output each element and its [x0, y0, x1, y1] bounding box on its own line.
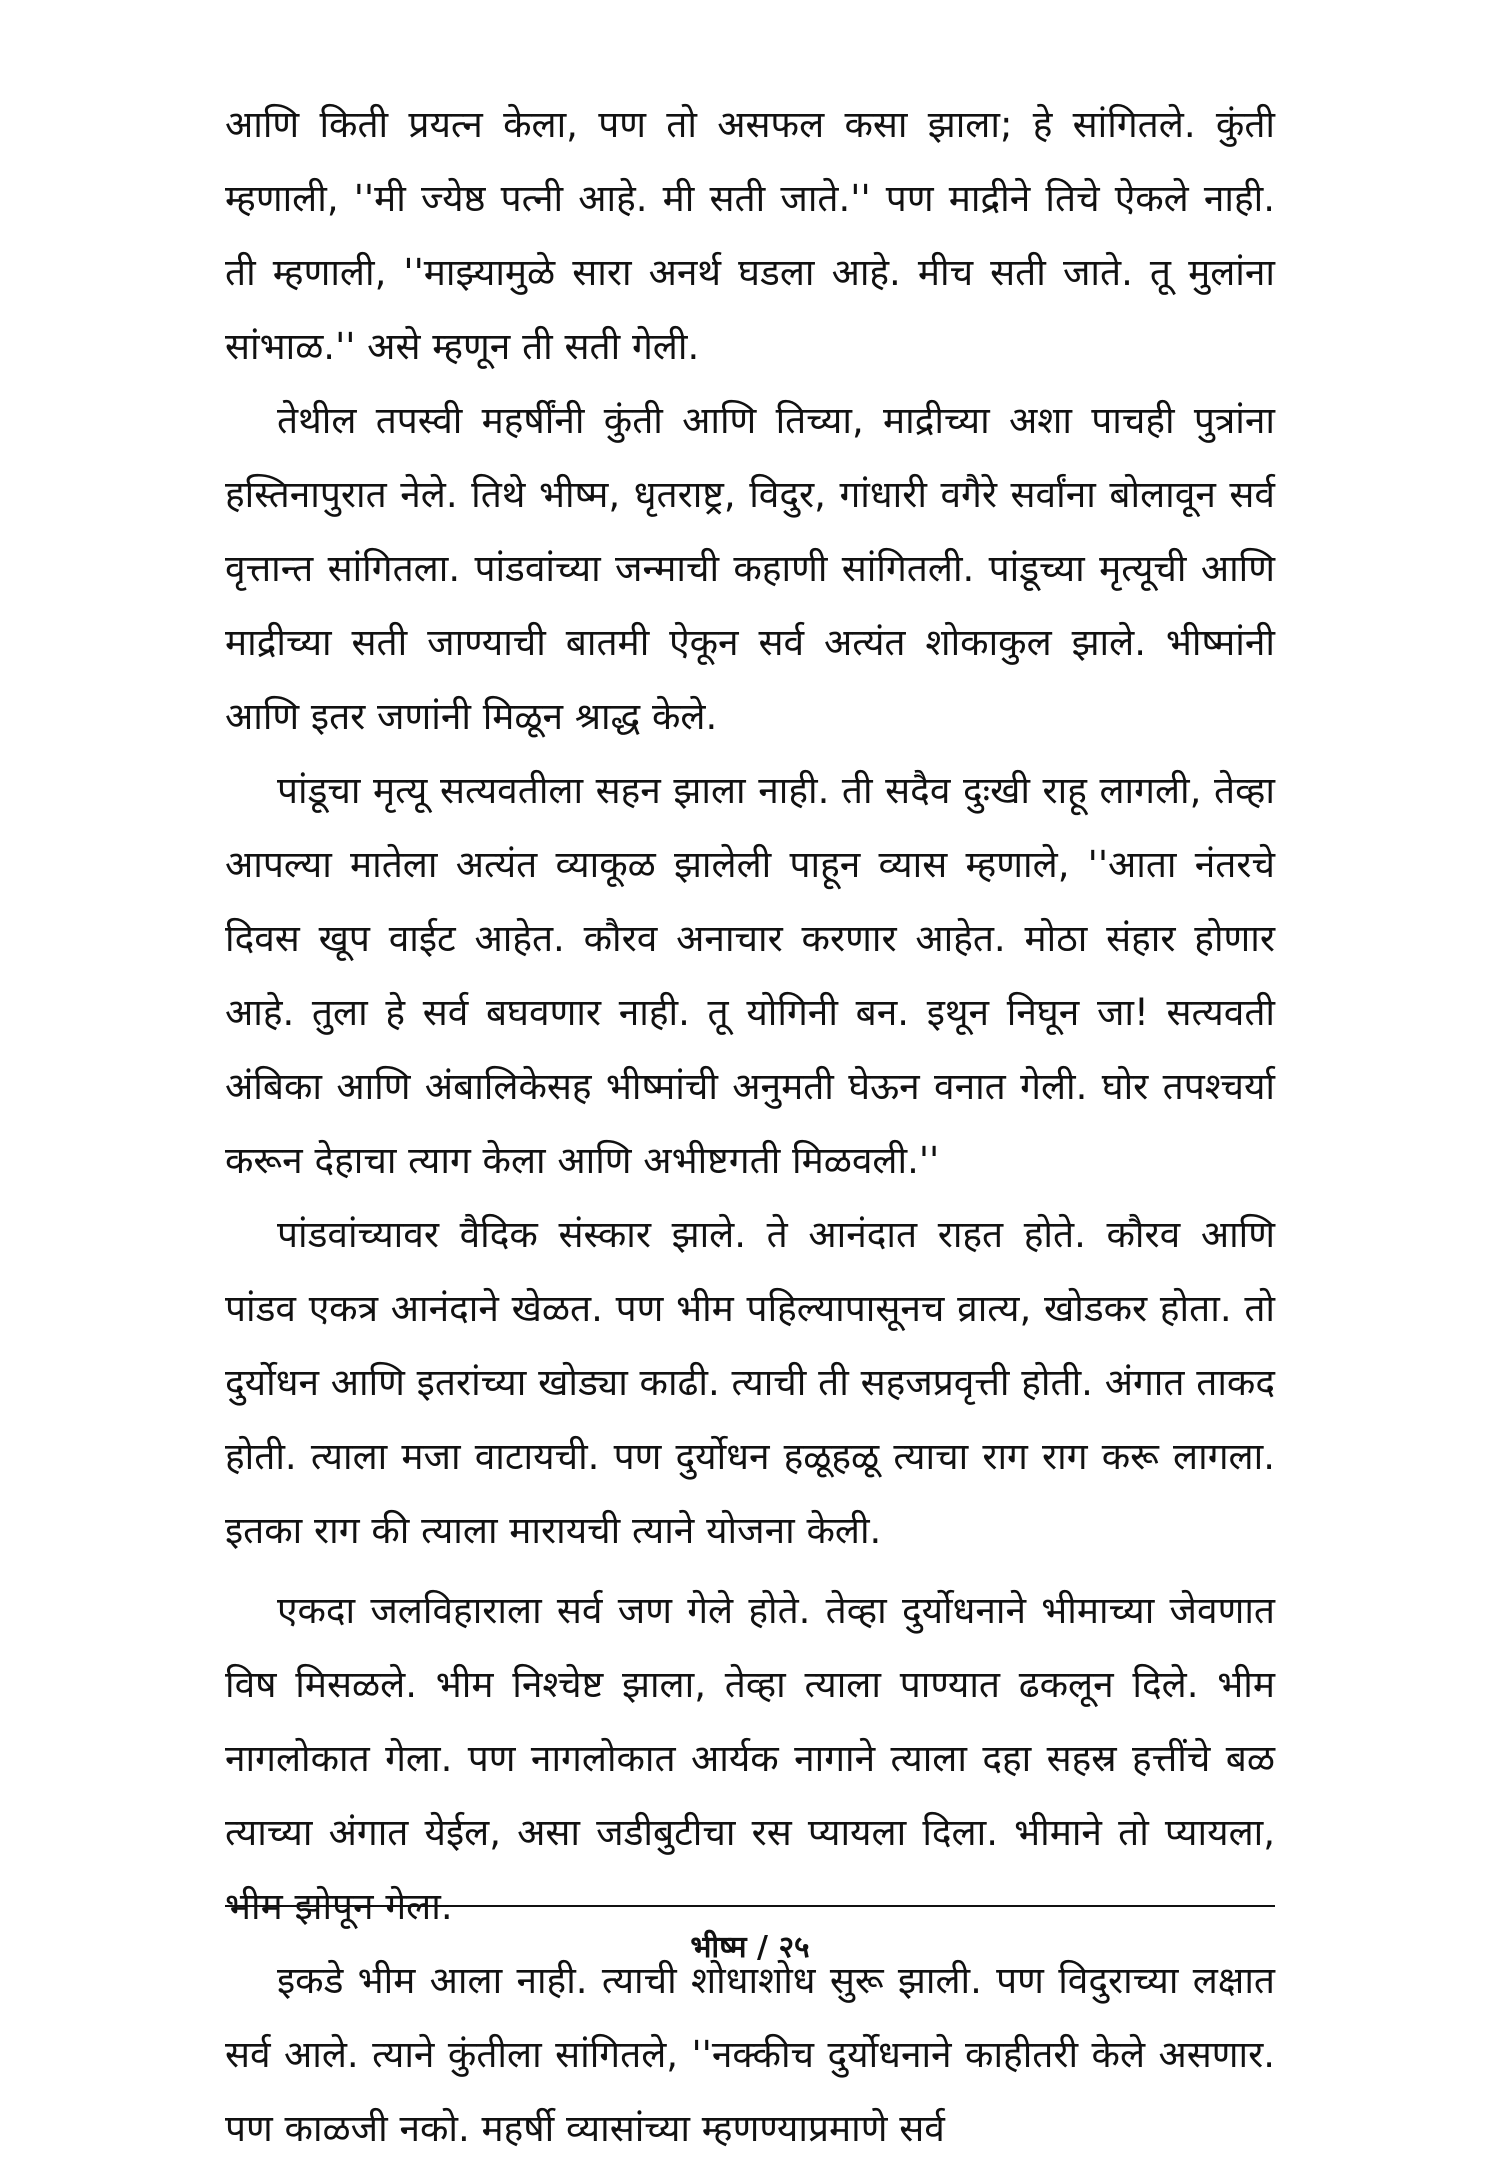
paragraph-2: तेथील तपस्वी महर्षींनी कुंती आणि तिच्या, माद्रीच्या अशा पाचही पुत्रांना हस्तिनापुरात नेले. तिथे भीष्म, धृतराष्ट्र, विदुर, गांधारी वगैरे सर्वांना बोलावून सर्व वृत्तान्त सांगितला. पांडवांच्या जन्माची कहाणी सांगितली. पांडूच्या मृत्यूची आणि माद्रीच्या सती जाण्याची बातमी ऐकून सर्व अत्यंत शोकाकुल झाले. भीष्मांनी आणि इतर जणांनी मिळून श्राद्ध केले.	[225, 399, 1275, 738]
paragraph-3: पांडूचा मृत्यू सत्यवतीला सहन झाला नाही. ती सदैव दुःखी राहू लागली, तेव्हा आपल्या मातेला अत्यंत व्याकूळ झालेली पाहून व्यास म्हणाले, ''आता नंतरचे दिवस खूप वाईट आहेत. कौरव अनाचार करणार आहेत. मोठा संहार होणार आहे. तुला हे सर्व बघवणार नाही. तू योगिनी बन. इथून निघून जा! सत्यवती अंबिका आणि अंबालिकेसह भीष्मांची अनुमती घेऊन वनात गेली. घोर तपश्चर्या करून देहाचा त्याग केला आणि अभीष्टगती मिळवली.''	[225, 769, 1275, 1182]
paragraph-1: आणि किती प्रयत्न केला, पण तो असफल कसा झाला; हे सांगितले. कुंती म्हणाली, ''मी ज्येष्ठ पत्नी आहे. मी सती जाते.'' पण माद्रीने तिचे ऐकले नाही. ती म्हणाली, ''माझ्यामुळे सारा अनर्थ घडला आहे. मीच सती जाते. तू मुलांना सांभाळ.'' असे म्हणून ती सती गेली.	[225, 103, 1275, 368]
page-footer: भीष्म / २५	[690, 1930, 810, 1965]
footer-divider	[225, 1905, 1275, 1907]
page-body	[225, 88, 1275, 2166]
paragraph-4: पांडवांच्यावर वैदिक संस्कार झाले. ते आनंदात राहत होते. कौरव आणि पांडव एकत्र आनंदाने खेळत. पण भीम पहिल्यापासूनच व्रात्य, खोडकर होता. तो दुर्योधन आणि इतरांच्या खोड्या काढी. त्याची ती सहजप्रवृत्ती होती. अंगात ताकद होती. त्याला मजा वाटायची. पण दुर्योधन हळूहळू त्याचा राग राग करू लागला. इतका राग की त्याला मारायची त्याने योजना केली.	[225, 1213, 1275, 1552]
paragraph-6: इकडे भीम आला नाही. त्याची शोधाशोध सुरू झाली. पण विदुराच्या लक्षात सर्व आले. त्याने कुंतीला सांगितले, ''नक्कीच दुर्योधनाने काहीतरी केले असणार. पण काळजी नको. महर्षी व्यासांच्या म्हणण्याप्रमाणे सर्व	[225, 1959, 1275, 2150]
paragraph-5: एकदा जलविहाराला सर्व जण गेले होते. तेव्हा दुर्योधनाने भीमाच्या जेवणात विष मिसळले. भीम निश्चेष्ट झाला, तेव्हा त्याला पाण्यात ढकलून दिले. भीम नागलोकात गेला. पण नागलोकात आर्यक नागाने त्याला दहा सहस्र हत्तींचे बळ त्याच्या अंगात येईल, असा जडीबुटीचा रस प्यायला दिला. भीमाने तो प्यायला, भीम झोपून गेला.	[225, 1589, 1275, 1928]
